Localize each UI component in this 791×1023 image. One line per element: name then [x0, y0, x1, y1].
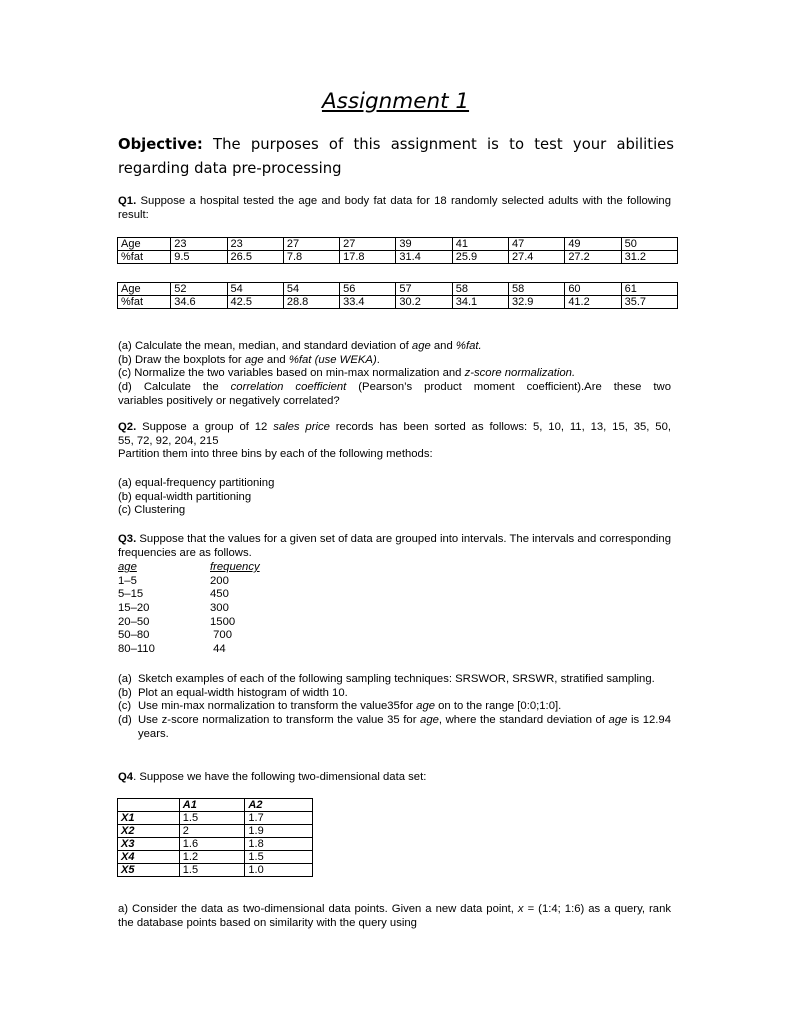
table-cell: 1.2: [179, 851, 245, 864]
table-cell: 26.5: [227, 251, 283, 264]
table-row: [118, 812, 313, 825]
q3-label: Q3.: [118, 533, 137, 545]
q1-part-d-line2: variables positively or negatively correlated?: [118, 394, 340, 407]
table-row: [118, 864, 313, 877]
table-cell: 31.2: [621, 251, 677, 264]
row-header: X1: [118, 812, 180, 825]
table-cell: 1.6: [179, 838, 245, 851]
table-cell: 42.5: [227, 296, 283, 309]
table-cell: 56: [340, 283, 396, 296]
q4-label: Q4: [118, 771, 134, 783]
table-cell: 23: [227, 238, 283, 251]
frequency-row: 5–15 450: [118, 588, 229, 601]
q4-part-a: a) Consider the data as two-dimensional data points. Given a new data point, x = (1:4; 1:6) as a query, rank the database points based on similarity with the query using: [118, 903, 671, 929]
table-cell: 30.2: [396, 296, 452, 309]
table-cell: 1.5: [245, 851, 313, 864]
table-cell: 1.8: [245, 838, 313, 851]
q2-method-c: (c) Clustering: [118, 504, 186, 517]
table-cell: 60: [565, 283, 621, 296]
table-cell: 31.4: [396, 251, 452, 264]
q1-part-c: (c) Normalize the two variables based on min-max normalization and z-score normalization.: [118, 367, 576, 380]
q1-part-b: (b) Draw the boxplots for age and %fat (use WEKA).: [118, 353, 380, 366]
column-header: A2: [245, 799, 313, 812]
table-cell: 25.9: [452, 251, 508, 264]
q2-method-a: (a) equal-frequency partitioning: [118, 477, 275, 489]
table-cell: 28.8: [283, 296, 339, 309]
table-cell: 34.1: [452, 296, 508, 309]
table-cell: 54: [283, 283, 339, 296]
table-cell: 1.0: [245, 864, 313, 877]
table-cell: %fat: [118, 296, 171, 309]
table-row: [118, 296, 678, 309]
q2-intro: Q2. Suppose a group of 12 sales price records has been sorted as follows: 5, 10, 11, 13, 15, 35, 50, 55, 72, 92, 204, 215 Partition them into three bins by each of the following methods:: [118, 421, 672, 461]
objective-paragraph: [118, 133, 674, 181]
table-cell: 41.2: [565, 296, 621, 309]
row-header: X2: [118, 825, 180, 838]
q3-part-d: (d) Use z-score normalization to transform the value 35 for age, where the standard deviation of age is 12.94 years.: [118, 714, 671, 740]
table-row: [118, 838, 313, 851]
table-cell: 17.8: [340, 251, 396, 264]
column-header: [118, 799, 180, 812]
table-cell: 39: [396, 238, 452, 251]
table-cell: 23: [171, 238, 227, 251]
q1-part-d: (d) Calculate the correlation coefficient (Pearson’s product moment coefficient).Are these two: [118, 381, 671, 394]
frequency-table: [118, 561, 260, 657]
table-cell: Age: [118, 283, 171, 296]
table-cell: 35.7: [621, 296, 677, 309]
q2-label: Q2.: [118, 421, 137, 433]
table-cell: 27.2: [565, 251, 621, 264]
row-header: X4: [118, 851, 180, 864]
table-row: [118, 283, 678, 296]
q2-instruction: Partition them into three bins by each of the following methods:: [118, 448, 433, 461]
frequency-row: 80–110 44: [118, 643, 226, 656]
q2-methods: [118, 477, 671, 518]
table-cell: 61: [621, 283, 677, 296]
frequency-row: 20–50 1500: [118, 615, 236, 628]
table-cell: 1.9: [245, 825, 313, 838]
age-column-header: age: [118, 561, 137, 573]
table-cell: 34.6: [171, 296, 227, 309]
table-cell: 27: [283, 238, 339, 251]
frequency-column-header: frequency: [210, 561, 260, 573]
table-cell: 41: [452, 238, 508, 251]
q3-part-b: (b) Plot an equal-width histogram of width 10.: [118, 686, 348, 699]
frequency-header: [118, 561, 260, 575]
table-cell: 1.5: [179, 864, 245, 877]
table-row: [118, 851, 313, 864]
age-fat-table-2: [117, 282, 678, 309]
q3-parts: [118, 673, 671, 742]
column-header: A1: [179, 799, 245, 812]
q3-part-c: (c) Use min-max normalization to transform the value35for age on to the range [0:0;1:0].: [118, 700, 562, 713]
table-cell: 52: [171, 283, 227, 296]
table-cell: 33.4: [340, 296, 396, 309]
table-row: [118, 251, 678, 264]
table-cell: 50: [621, 238, 677, 251]
table-cell: 58: [509, 283, 565, 296]
q2-values-line2: 55, 72, 92, 204, 215: [118, 434, 219, 447]
table-row: [118, 238, 678, 251]
q3-intro: Q3. Suppose that the values for a given set of data are grouped into intervals. The intervals and corresponding frequencies are as follows.: [118, 533, 671, 559]
table-cell: 32.9: [509, 296, 565, 309]
table-cell: 47: [509, 238, 565, 251]
q1-part-a: (a) Calculate the mean, median, and standard deviation of age and %fat.: [118, 340, 482, 352]
page-title: Assignment 1: [321, 89, 470, 114]
table-cell: %fat: [118, 251, 171, 264]
q1-intro: [118, 195, 671, 222]
frequency-row: 15–20 300: [118, 602, 229, 615]
two-dimensional-data-table: [117, 798, 313, 877]
frequency-row: 50–80 700: [118, 629, 232, 642]
table-cell: 27: [340, 238, 396, 251]
table-cell: 27.4: [509, 251, 565, 264]
table-cell: 58: [452, 283, 508, 296]
row-header: X5: [118, 864, 180, 877]
age-fat-table-1: [117, 237, 678, 264]
table-cell: 1.7: [245, 812, 313, 825]
table-cell: 1.5: [179, 812, 245, 825]
q1-label: Q1.: [118, 195, 137, 207]
table-cell: 2: [179, 825, 245, 838]
table-cell: 9.5: [171, 251, 227, 264]
table-cell: 54: [227, 283, 283, 296]
q1-intro-text: Suppose a hospital tested the age and body fat data for 18 randomly selected adults with the following result:: [118, 195, 671, 221]
table-cell: 57: [396, 283, 452, 296]
table-cell: 49: [565, 238, 621, 251]
q2-method-b: (b) equal-width partitioning: [118, 490, 252, 503]
q4-intro: Q4. Suppose we have the following two-dimensional data set:: [118, 771, 427, 783]
table-cell: Age: [118, 238, 171, 251]
objective-label: Objective:: [118, 136, 203, 153]
frequency-row: 1–5 200: [118, 574, 229, 587]
table-cell: 7.8: [283, 251, 339, 264]
q1-parts: [118, 340, 671, 409]
table-header-row: [118, 799, 313, 812]
q3-part-a: (a) Sketch examples of each of the following sampling techniques: SRSWOR, SRSWR, stratified sampling.: [118, 673, 655, 685]
objective-text: The purposes of this assignment is to test your abilities regarding data pre-processing: [118, 136, 674, 177]
row-header: X3: [118, 838, 180, 851]
table-row: [118, 825, 313, 838]
